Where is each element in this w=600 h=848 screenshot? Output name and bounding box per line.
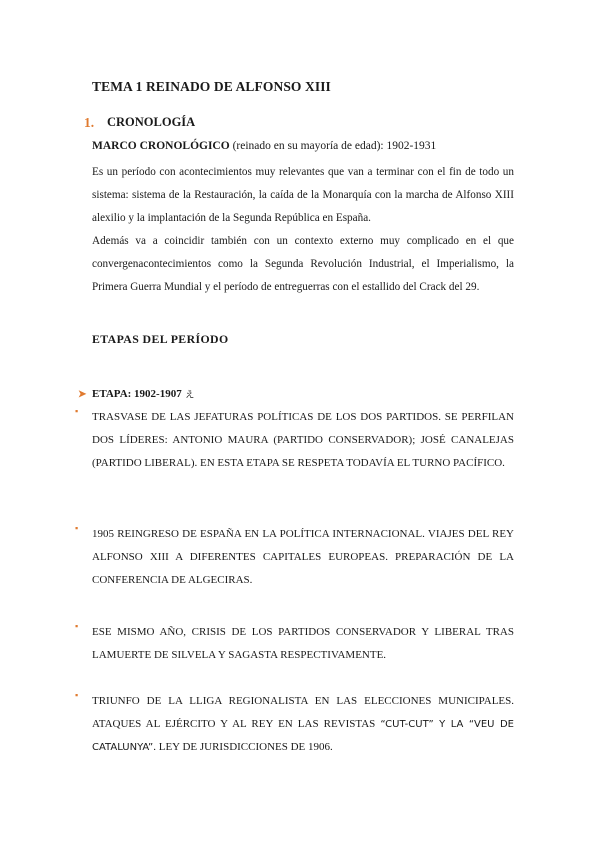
etapa-label: ETAPA: 1902-1907 xyxy=(92,388,182,400)
bullet-icon: ▪ xyxy=(75,690,79,700)
list-item-quote: “CUT-CUT” Y LA “VEU DE CATALUNYA” xyxy=(92,719,514,753)
document-title: TEMA 1 REINADO DE ALFONSO XIII xyxy=(92,79,331,94)
paragraph-intro: Es un período con acontecimientos muy relevantes que van a terminar con el fin de todo un sistema: sistema de la Restauración, la caída de la Monarquía con la marcha de Alfonso XIII alexilio y la implantación de la Segunda República en España. xyxy=(92,166,514,224)
list-item: ESE MISMO AÑO, CRISIS DE LOS PARTIDOS CONSERVADOR Y LIBERAL TRAS LAMUERTE DE SILVELA Y SAGASTA RESPECTIVAMENTE. xyxy=(92,626,514,661)
bullet-icon: ▪ xyxy=(75,406,79,416)
list-item xyxy=(92,690,514,759)
marco-label: MARCO CRONOLÓGICO xyxy=(92,140,230,152)
list-item: TRASVASE DE LAS JEFATURAS POLÍTICAS DE LOS DOS PARTIDOS. SE PERFILAN DOS LÍDERES: ANTONIO MAURA (PARTIDO CONSERVADOR); JOSÉ CANALEJAS (PARTIDO LIBERAL). EN ESTA ETAPA SE RESPETA TODAVÍA EL TURNO PACÍFICO. xyxy=(92,411,514,469)
list-item: 1905 REINGRESO DE ESPAÑA EN LA POLÍTICA INTERNACIONAL. VIAJES DEL REY ALFONSO XIII A DIFERENTES CAPITALES EUROPEAS. PREPARACIÓN DE LA CONFERENCIA DE ALGECIRAS. xyxy=(92,528,514,586)
section-title: CRONOLOGÍA xyxy=(107,115,196,129)
arrow-right-icon: ➤ xyxy=(78,389,87,400)
etapa-row xyxy=(78,384,196,401)
list-item-text-b: . LEY DE JURISDICCIONES DE 1906. xyxy=(153,741,333,753)
bullet-icon: ▪ xyxy=(75,523,79,533)
bullet-icon: ▪ xyxy=(75,621,79,631)
paragraph-context: Además va a coincidir también con un contexto externo muy complicado en el que convergenacontecimientos como la Segunda Revolución Industrial, el Imperialismo, la Primera Guerra Mundial y el período de entreguerras con el estallido del Crack del 29. xyxy=(92,235,514,293)
etapas-heading: ETAPAS DEL PERÍODO xyxy=(92,332,229,346)
marco-detail: (reinado en su mayoría de edad): 1902-1931 xyxy=(229,140,437,152)
marco-cronologico xyxy=(92,140,436,152)
handwritten-mark-icon: ぇ xyxy=(183,386,196,400)
section-number: 1. xyxy=(84,115,95,130)
list-item-text-a: TRIUNFO DE LA LLIGA REGIONALISTA EN LAS ELECCIONES MUNICIPALES. ATAQUES AL EJÉRCITO Y AL REY EN LAS REVISTAS xyxy=(92,695,514,730)
